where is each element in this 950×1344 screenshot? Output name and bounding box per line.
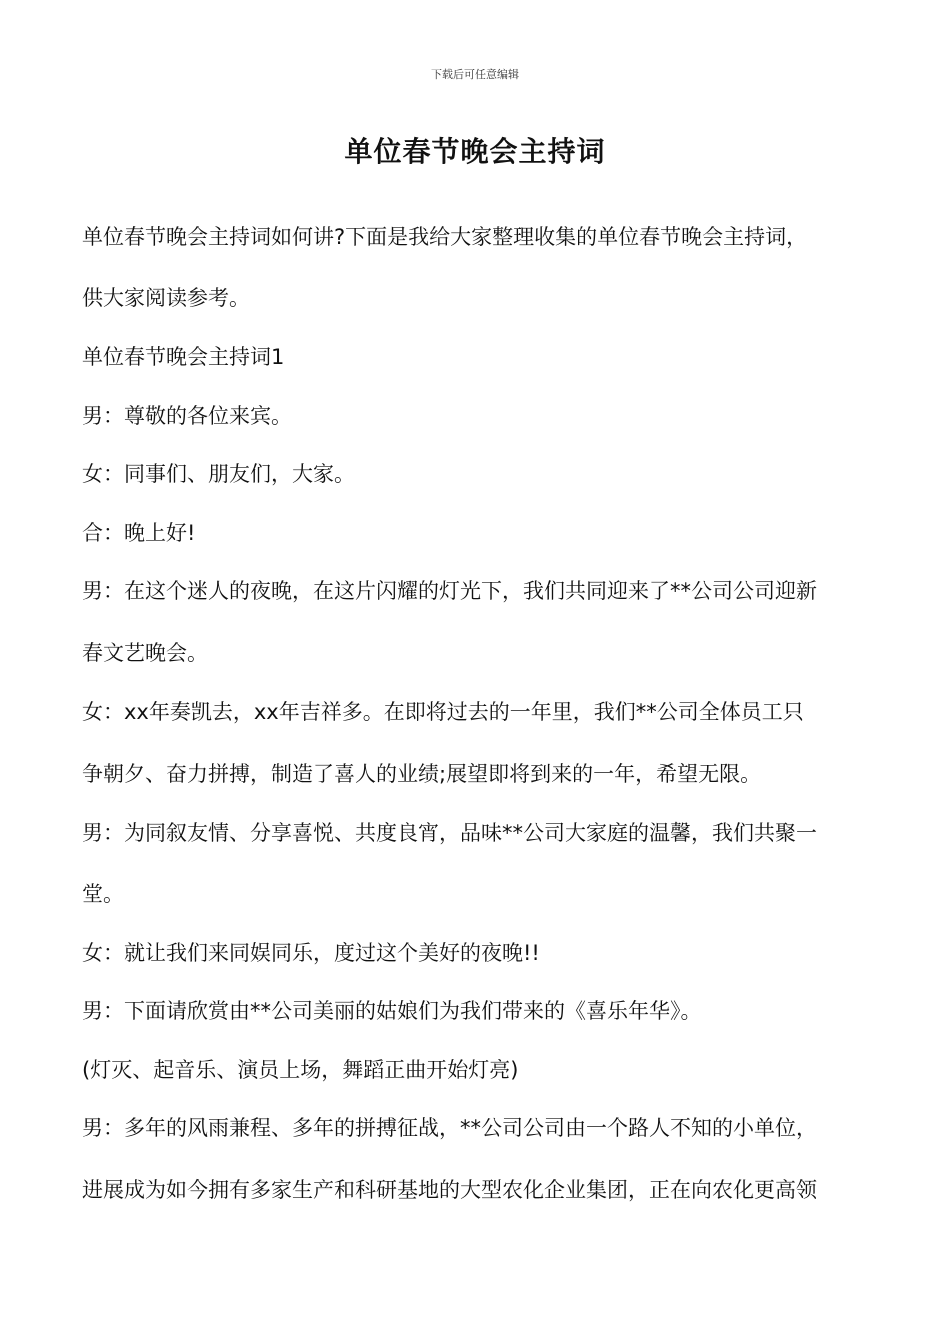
body-line: 男：多年的风雨兼程、多年的拼搏征战，**公司公司由一个路人不知的小单位， — [82, 1116, 817, 1140]
body-line: 男：在这个迷人的夜晚，在这片闪耀的灯光下，我们共同迎来了**公司公司迎新 — [82, 579, 817, 603]
body-line: 女：xx年奏凯去，xx年吉祥多。在即将过去的一年里，我们**公司全体员工只 — [82, 700, 804, 724]
header-note: 下载后可任意编辑 — [431, 68, 519, 81]
page-title: 单位春节晚会主持词 — [344, 135, 606, 168]
body-line: (灯灭、起音乐、演员上场，舞蹈正曲开始灯亮) — [82, 1058, 519, 1082]
body-line: 女：同事们、朋友们，大家。 — [82, 462, 355, 486]
body-line: 男：为同叙友情、分享喜悦、共度良宵，品味**公司大家庭的温馨，我们共聚一 — [82, 821, 817, 845]
body-line: 进展成为如今拥有多家生产和科研基地的大型农化企业集团，正在向农化更高领 — [82, 1178, 817, 1202]
body-line: 堂。 — [82, 882, 124, 906]
body-line: 供大家阅读参考。 — [82, 286, 250, 310]
body-line: 合：晚上好! — [82, 521, 196, 545]
body-line: 男：下面请欣赏由**公司美丽的姑娘们为我们带来的《喜乐年华》。 — [82, 999, 702, 1023]
body-line: 男：尊敬的各位来宾。 — [82, 404, 292, 428]
section-heading: 单位春节晚会主持词1 — [82, 345, 285, 369]
body-line: 争朝夕、奋力拼搏，制造了喜人的业绩;展望即将到来的一年，希望无限。 — [82, 762, 762, 786]
body-line: 女：就让我们来同娱同乐，度过这个美好的夜晚!! — [82, 941, 540, 965]
body-line: 单位春节晚会主持词如何讲?下面是我给大家整理收集的单位春节晚会主持词， — [82, 225, 808, 249]
body-line: 春文艺晚会。 — [82, 641, 208, 665]
